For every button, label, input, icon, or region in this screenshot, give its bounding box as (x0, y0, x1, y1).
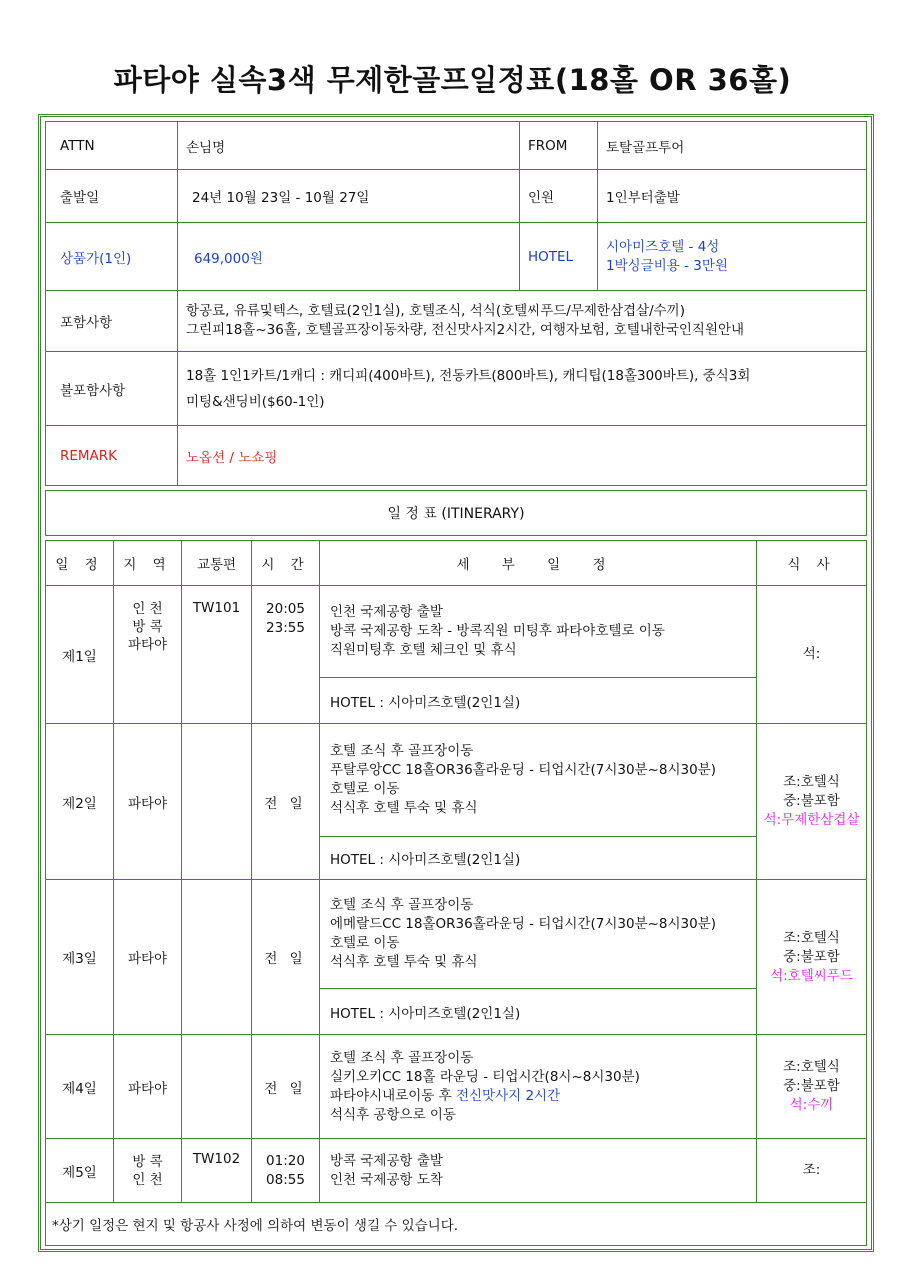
day-details (320, 1139, 757, 1203)
detail-line: 인천 국제공항 출발 (330, 604, 443, 620)
info-row-price (46, 223, 867, 291)
detail-line: 에메랄드CC 18홀OR36홀라운딩 - 티업시간(7시30분~8시30분) (330, 916, 717, 932)
from-value: 토탈골프투어 (598, 122, 867, 170)
meal-line: 석: (802, 646, 821, 662)
detail-highlight: 전신맛사지 2시간 (455, 1087, 561, 1104)
day-label: 제4일 (46, 1035, 114, 1139)
detail-line: 석식후 호텔 투숙 및 휴식 (330, 954, 478, 970)
detail-line: 석식후 호텔 투숙 및 휴식 (330, 800, 478, 816)
time-line: 23:55 (266, 620, 305, 636)
header-meals: 식 사 (757, 541, 867, 586)
from-label: FROM (520, 122, 598, 170)
info-row-attn (46, 122, 867, 170)
remark-label: REMARK (46, 426, 178, 486)
hotel-line-1: 시아미즈호텔 - 4성 (606, 238, 720, 255)
hotel-label: HOTEL (520, 223, 598, 291)
day-row-1 (46, 586, 867, 678)
price-label: 상품가(1인) (46, 223, 178, 291)
exclude-value (178, 352, 867, 426)
people-label: 인원 (520, 170, 598, 223)
day-meals (757, 880, 867, 1035)
time-line: 08:55 (266, 1171, 305, 1188)
detail-line: 직원미팅후 호텔 체크인 및 휴식 (330, 642, 517, 658)
include-line-2: 그린피18홀~36홀, 호텔골프장이동차량, 전신맛사지2시간, 여행자보험, 호텔내한국인직원안내 (186, 322, 745, 338)
header-transport: 교통편 (182, 541, 252, 586)
page-title: 파타야 실속3색 무제한골프일정표(18홀 OR 36홀) (113, 63, 792, 97)
hotel-line-2: 1박싱글비용 - 3만원 (606, 257, 728, 274)
day-label: 제1일 (46, 586, 114, 724)
detail-line-mixed (330, 1087, 750, 1106)
meal-line-highlight: 석:호텔씨푸드 (770, 967, 853, 984)
day-region: 파타야 (114, 1035, 182, 1139)
day-time (252, 586, 320, 724)
detail-line: 실키오키CC 18홀 라운딩 - 티업시간(8시~8시30분) (330, 1068, 640, 1085)
detail-line: 호텔로 이동 (330, 935, 400, 951)
include-value (178, 291, 867, 352)
itinerary-table (45, 540, 867, 1246)
note-row (46, 1203, 867, 1246)
day-transport: TW101 (182, 586, 252, 724)
day-label: 제2일 (46, 724, 114, 880)
detail-line: 호텔 조식 후 골프장이동 (330, 1049, 474, 1066)
header-day: 일 정 (46, 541, 114, 586)
schedule-frame (38, 114, 874, 1252)
detail-line: 인천 국제공항 도착 (330, 1171, 443, 1188)
day-hotel: HOTEL : 시아미즈호텔(2인1실) (320, 837, 757, 880)
attn-label: ATTN (46, 122, 178, 170)
attn-value: 손님명 (178, 122, 520, 170)
detail-line: 호텔 조식 후 골프장이동 (330, 743, 474, 759)
exclude-line-2: 미팅&샌딩비($60-1인) (186, 393, 325, 410)
region-line: 방 콕 (132, 619, 163, 635)
day-meals (757, 1139, 867, 1203)
day-row-4 (46, 1035, 867, 1139)
detail-line: 호텔 조식 후 골프장이동 (330, 897, 474, 913)
day-row-3 (46, 880, 867, 989)
people-value: 1인부터출발 (598, 170, 867, 223)
itinerary-title-table (45, 490, 867, 536)
day-meals (757, 586, 867, 724)
meal-line: 조:호텔식 (783, 929, 840, 946)
day-hotel: HOTEL : 시아미즈호텔(2인1실) (320, 989, 757, 1035)
day-row-2 (46, 724, 867, 837)
region-line: 파타야 (127, 637, 168, 653)
day-details (320, 724, 757, 837)
header-time: 시 간 (252, 541, 320, 586)
day-details (320, 1035, 757, 1139)
detail-line: 푸탈루앙CC 18홀OR36홀라운딩 - 티업시간(7시30분~8시30분) (330, 762, 717, 778)
day-label: 제5일 (46, 1139, 114, 1203)
day-transport (182, 1035, 252, 1139)
info-row-include (46, 291, 867, 352)
itinerary-header-row (46, 541, 867, 586)
meal-line: 중:불포함 (783, 948, 840, 965)
day-time (252, 1139, 320, 1203)
detail-line: 방콕 국제공항 출발 (330, 1152, 443, 1169)
include-label: 포함사항 (46, 291, 178, 352)
day-region (114, 586, 182, 724)
info-row-remark (46, 426, 867, 486)
schedule-note: *상기 일정은 현지 및 항공사 사정에 의하여 변동이 생길 수 있습니다. (46, 1203, 867, 1246)
include-line-1: 항공료, 유류및텍스, 호텔료(2인1실), 호텔조식, 석식(호텔씨푸드/무제한삼겹살/수끼) (186, 303, 685, 319)
meal-line: 중:불포함 (783, 1078, 840, 1094)
day-details (320, 880, 757, 989)
depart-label: 출발일 (46, 170, 178, 223)
day-time: 전 일 (252, 724, 320, 880)
region-line: 인 천 (132, 1171, 163, 1188)
info-table (45, 121, 867, 486)
itinerary-title: 일 정 표 (ITINERARY) (46, 491, 867, 536)
meal-line: 조:호텔식 (783, 774, 840, 790)
day-hotel: HOTEL : 시아미즈호텔(2인1실) (320, 678, 757, 724)
meal-line-highlight: 석:수끼 (789, 1097, 834, 1113)
exclude-label: 불포함사항 (46, 352, 178, 426)
time-line: 20:05 (266, 601, 305, 617)
info-row-exclude (46, 352, 867, 426)
detail-line: 호텔로 이동 (330, 781, 400, 797)
detail-line: 석식후 공항으로 이동 (330, 1106, 456, 1123)
day-transport: TW102 (182, 1139, 252, 1203)
info-row-depart (46, 170, 867, 223)
day-region: 파타야 (114, 724, 182, 880)
meal-line: 중:불포함 (783, 793, 840, 809)
day-time: 전 일 (252, 880, 320, 1035)
day-region (114, 1139, 182, 1203)
day-region: 파타야 (114, 880, 182, 1035)
region-line: 방 콕 (132, 1153, 163, 1170)
remark-value: 노옵션 / 노쇼핑 (178, 426, 867, 486)
detail-text: 파타야시내로이동 후 (330, 1087, 456, 1104)
region-line: 인 천 (132, 601, 163, 617)
day-label: 제3일 (46, 880, 114, 1035)
header-details: 세 부 일 정 (320, 541, 757, 586)
day-meals (757, 1035, 867, 1139)
time-line: 01:20 (266, 1152, 305, 1169)
day-meals (757, 724, 867, 880)
day-time: 전 일 (252, 1035, 320, 1139)
meal-line-highlight: 석:무제한삼겹살 (763, 812, 860, 828)
day-transport (182, 880, 252, 1035)
day-details (320, 586, 757, 678)
day-row-5 (46, 1139, 867, 1203)
hotel-value (598, 223, 867, 291)
detail-line: 방콕 국제공항 도착 - 방콕직원 미팅후 파타야호텔로 이동 (330, 623, 665, 639)
meal-line: 조: (802, 1162, 821, 1178)
day-transport (182, 724, 252, 880)
depart-value: 24년 10월 23일 - 10월 27일 (178, 170, 520, 223)
price-value: 649,000원 (178, 223, 520, 291)
exclude-line-1: 18홀 1인1카트/1캐디 : 캐디피(400바트), 전동카트(800바트), 캐디팁(18홀300바트), 중식3회 (186, 367, 751, 384)
meal-line: 조:호텔식 (783, 1059, 840, 1075)
header-region: 지 역 (114, 541, 182, 586)
